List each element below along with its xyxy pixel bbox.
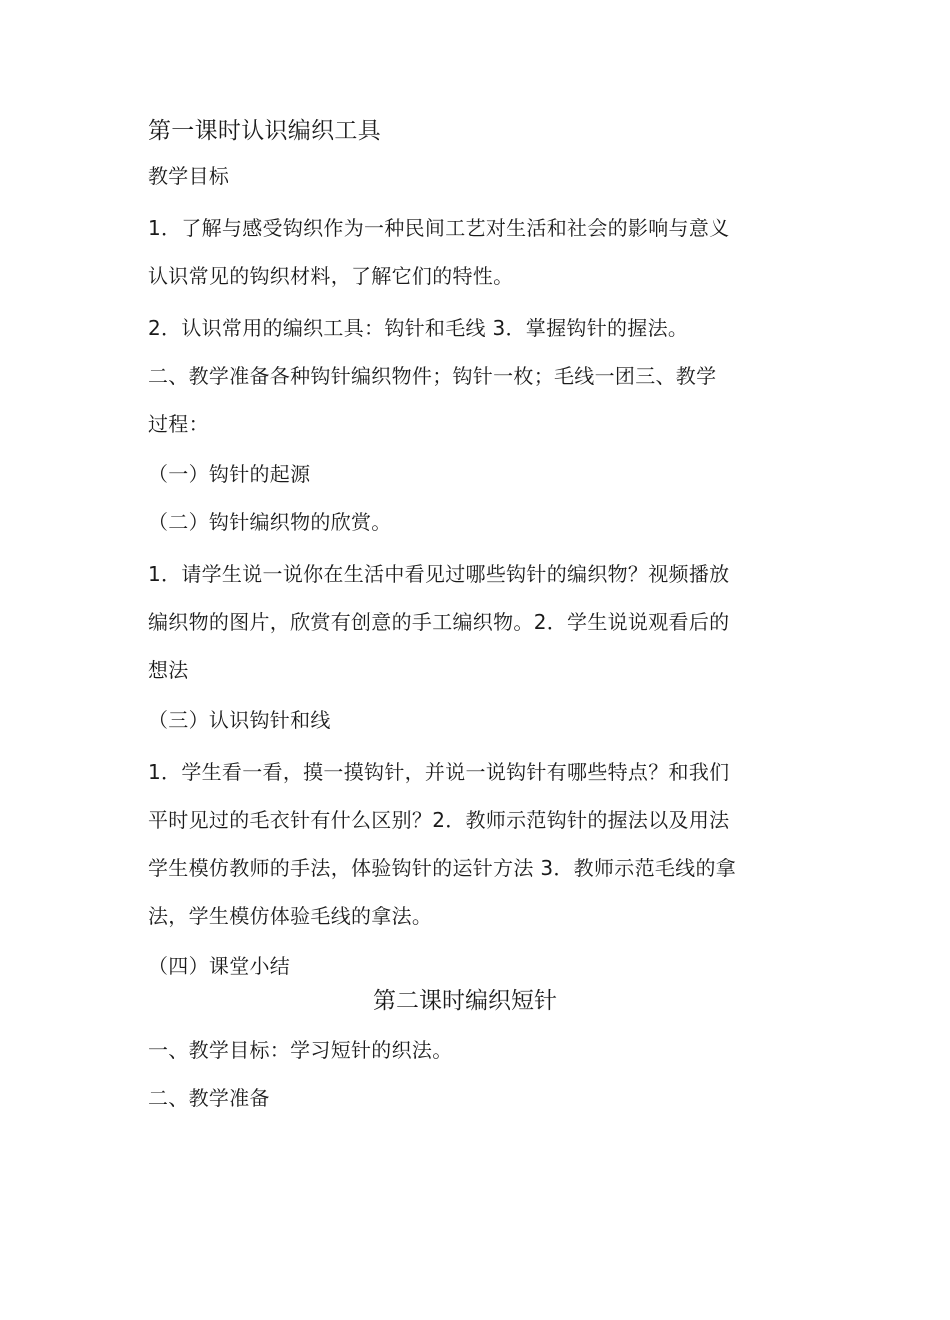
section3-heading: （三）认识钩针和线 xyxy=(148,708,331,732)
section3-line3: 学生模仿教师的手法，体验钩针的运针方法 3．教师示范毛线的拿 xyxy=(148,856,737,880)
section2-line1: 1．请学生说一说你在生活中看见过哪些钩针的编织物？视频播放 xyxy=(148,562,730,586)
lesson2-prep: 二、教学准备 xyxy=(148,1086,270,1110)
section2-line2: 编织物的图片，欣赏有创意的手工编织物。2．学生说说观看后的 xyxy=(148,610,730,634)
section3-line2: 平时见过的毛衣针有什么区别？2．教师示范钩针的握法以及用法 xyxy=(148,808,730,832)
prep-line1: 二、教学准备各种钩针编织物件；钩针一枚；毛线一团三、教学 xyxy=(148,364,717,388)
section3-line4: 法，学生模仿体验毛线的拿法。 xyxy=(148,904,433,928)
goal1-line1: 1．了解与感受钩织作为一种民间工艺对生活和社会的影响与意义 xyxy=(148,216,730,240)
section3-line1: 1．学生看一看，摸一摸钩针，并说一说钩针有哪些特点？和我们 xyxy=(148,760,730,784)
section2-heading: （二）钩针编织物的欣赏。 xyxy=(148,510,392,534)
lesson2-title: 第二课时编织短针 xyxy=(373,988,557,1014)
section1-heading: （一）钩针的起源 xyxy=(148,462,311,486)
section2-line3: 想法 xyxy=(148,658,189,682)
section4-heading: （四）课堂小结 xyxy=(148,954,291,978)
goals-heading: 教学目标 xyxy=(148,164,230,188)
lesson1-title: 第一课时认识编织工具 xyxy=(148,118,381,144)
prep-line2: 过程： xyxy=(148,412,209,436)
goal2: 2．认识常用的编织工具：钩针和毛线 3．掌握钩针的握法。 xyxy=(148,316,689,340)
goal1-line2: 认识常见的钩织材料，了解它们的特性。 xyxy=(148,264,514,288)
lesson2-goal: 一、教学目标：学习短针的织法。 xyxy=(148,1038,453,1062)
